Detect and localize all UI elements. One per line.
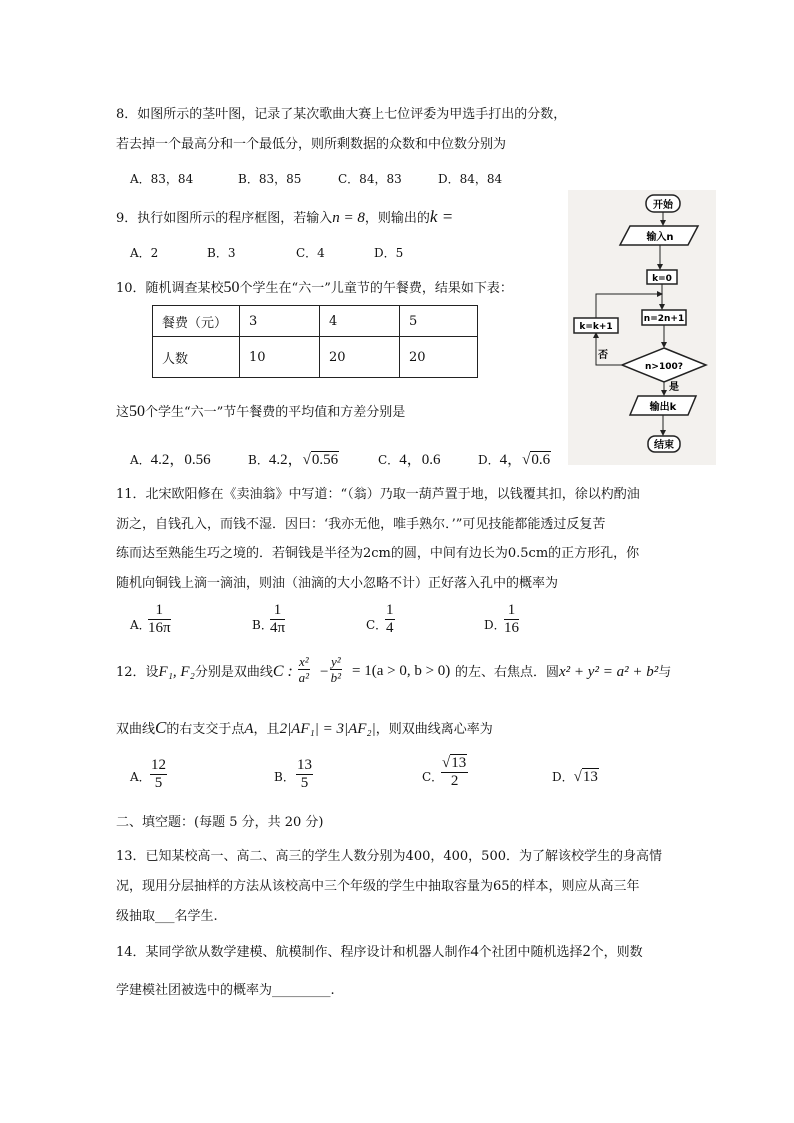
q12-option-c-fraction: $\frac{√13}{2}$ <box>442 755 467 789</box>
q12-prefix: 12．设F₁, F₂分别是双曲线C : <box>116 663 293 680</box>
q8-option-d: D．84，84 <box>438 172 503 186</box>
q10-option-c: C．4，0.6 <box>378 452 441 468</box>
flow-init-label: k=0 <box>652 274 672 284</box>
flow-yes-label: 是 <box>669 382 679 393</box>
q12-circle: 的左、右焦点．圆x² + y² = a² + b²与 <box>455 664 672 680</box>
q13-line1: 13．已知某校高一、高二、高三的学生人数分别为400，400，500．为了解该校学生的身高情 <box>116 849 662 864</box>
q11-option-c-label: C． <box>366 618 388 632</box>
q10-option-a: A．4.2，0.56 <box>130 452 211 468</box>
q11-option-a-fraction: $\frac{1}{16\pi}$ <box>148 602 171 636</box>
q8-line2: 若去掉一个最高分和一个最低分，则所剩数据的众数和中位数分别为 <box>116 137 507 152</box>
q12-option-b-label: B． <box>274 770 295 784</box>
q11-option-b-fraction: $\frac{1}{4\pi}$ <box>270 602 286 636</box>
q11-line3: 练而达至熟能生巧之境的．若铜钱是半径为2cm的圆，中间有边长为0.5cm的正方形孔，你 <box>116 546 640 561</box>
flow-step-k-label: k=k+1 <box>579 322 613 332</box>
q14-line2: 学建模社团被选中的概率为_________. <box>116 983 335 998</box>
flow-start-label: 开始 <box>653 200 673 211</box>
q11-option-b-label: B． <box>252 618 273 632</box>
q10-option-d: D．4，√0.6 <box>478 452 551 468</box>
q14-line1: 14．某同学欲从数学建模、航模制作、程序设计和机器人制作4个社团中随机选择2个，则数 <box>116 943 643 960</box>
q12-condition: = 1(a > 0, b > 0) <box>352 663 451 679</box>
q11-option-d-fraction: $\frac{1}{16}$ <box>504 602 519 636</box>
q11-line1: 11．北宋欧阳修在《卖油翁》中写道：“（翁）乃取一葫芦置于地，以钱覆其扣，徐以杓酌油 <box>116 487 640 502</box>
table-row: 人数 10 20 20 <box>153 337 478 378</box>
meal-fee-table <box>152 305 478 378</box>
q11-option-c-fraction: $\frac{1}{4}$ <box>386 602 394 636</box>
q10-question: 这50个学生“六一”节午餐费的平均值和方差分别是 <box>116 403 406 420</box>
q12-option-a-label: A． <box>130 770 151 784</box>
table-row: 餐费（元） 3 4 5 <box>153 306 478 337</box>
q12-option-c-label: C． <box>422 770 444 784</box>
program-flowchart <box>568 190 716 465</box>
q11-line4: 随机向铜钱上滴一滴油，则油（油滴的大小忽略不计）正好落入孔中的概率为 <box>116 576 559 591</box>
q12-line2: 双曲线C的右支交于点A，且2|AF₁| = 3|AF₂|，则双曲线离心率为 <box>116 718 493 737</box>
q9-stem: 9．执行如图所示的程序框图，若输入n = 8，则输出的k = <box>116 207 454 226</box>
section-fill-in-heading: 二、填空题：(每题 5 分，共 20 分) <box>116 815 324 830</box>
q8-option-a: A．83，84 <box>130 172 194 186</box>
q12-x-fraction: $\frac{\text{x²}}{\text{a²}}$ <box>298 654 310 685</box>
q12-option-b-fraction: $\frac{13}{5}$ <box>297 757 312 791</box>
q9-k-eq: k = <box>429 207 454 226</box>
flow-decision-label: n>100? <box>645 362 683 372</box>
q12-y-fraction: $\frac{\text{y²}}{\text{b²}}$ <box>330 654 342 685</box>
q12-minus: − <box>320 664 329 680</box>
q13-line2: 况，现用分层抽样的方法从该校高中三个年级的学生中抽取容量为65的样本，则应从高三年 <box>116 879 640 894</box>
q11-line2: 沥之，自钱孔入，而钱不湿．因曰：‘我亦无他，唯手熟尔．’”可见技能都能透过反复苦 <box>116 517 606 532</box>
q11-option-a-label: A． <box>130 618 151 632</box>
q9-option-b: B．3 <box>207 246 236 260</box>
q9-option-d: D．5 <box>374 246 404 260</box>
q10-option-b: B．4.2，√0.56 <box>248 452 339 468</box>
q11-option-d-label: D． <box>484 618 506 632</box>
q8-option-c: C．84，83 <box>338 172 402 186</box>
q12-option-d: D．√13 <box>552 769 598 785</box>
flow-no-label: 否 <box>598 350 608 361</box>
q12-option-a-fraction: $\frac{12}{5}$ <box>151 757 166 791</box>
q9-option-c: C．4 <box>296 246 325 260</box>
q10-stem: 10．随机调查某校50个学生在“六一”儿童节的午餐费，结果如下表： <box>116 279 513 296</box>
q9-n-eq: n = 8 <box>332 210 365 226</box>
flow-end-label: 结束 <box>654 440 674 451</box>
q9-option-a: A．2 <box>130 246 159 260</box>
q8-line1: 8．如图所示的茎叶图，记录了某次歌曲大赛上七位评委为甲选手打出的分数， <box>116 107 567 122</box>
flow-output-label: 输出k <box>649 402 677 413</box>
q13-line3: 级抽取___名学生. <box>116 909 218 924</box>
flow-step-n-label: n=2n+1 <box>643 314 685 324</box>
q8-option-b: B．83，85 <box>238 172 302 186</box>
flow-input-label: 输入n <box>646 232 674 243</box>
